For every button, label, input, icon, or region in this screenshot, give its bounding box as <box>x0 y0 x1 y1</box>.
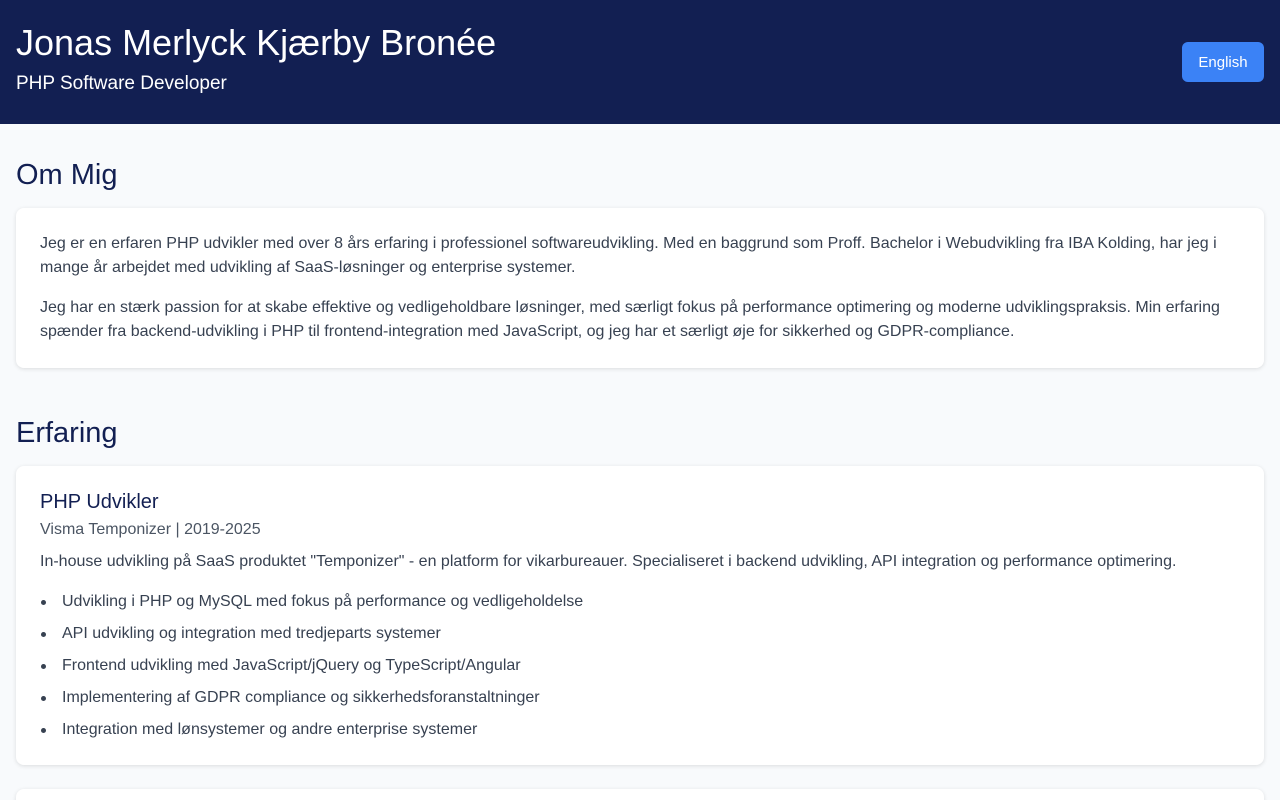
experience-section-title: Erfaring <box>16 417 118 449</box>
language-toggle-button[interactable]: English <box>1182 42 1264 82</box>
list-item: API udvikling og integration med tredjeparts systemer <box>40 623 1240 645</box>
about-section-title: Om Mig <box>16 159 118 191</box>
site-header <box>0 0 1280 124</box>
job-description: In-house udvikling på SaaS produktet "Temponizer" - en platform for vikarbureauer. Specialiseret i backend udvikling, API integration og performance optimering. <box>40 553 1177 570</box>
job-card <box>16 466 1264 765</box>
job-company-period: Visma Temponizer | 2019-2025 <box>40 521 261 538</box>
about-card <box>16 208 1264 368</box>
job-title: PHP Udvikler <box>40 491 159 513</box>
next-job-card <box>16 789 1264 800</box>
about-paragraph: Jeg er en erfaren PHP udvikler med over 8 års erfaring i professionel softwareudvikling. Med en baggrund som Proff. Bachelor i Webudvikling fra IBA Kolding, har jeg i mange år arbejdet med udvikling af SaaS-løsninger og enterprise systemer. <box>40 235 1217 276</box>
list-item: Integration med lønsystemer og andre enterprise systemer <box>40 719 1240 741</box>
main-content <box>0 157 1280 800</box>
about-paragraph: Jeg har en stærk passion for at skabe effektive og vedligeholdbare løsninger, med særligt fokus på performance optimering og moderne udviklingspraksis. Min erfaring spænder fra backend-udvikling i PHP til frontend-integration med JavaScript, og jeg har et særligt øje for sikkerhed og GDPR-compliance. <box>40 299 1220 340</box>
list-item: Udvikling i PHP og MySQL med fokus på performance og vedligeholdelse <box>40 591 1240 613</box>
header-text <box>16 22 497 96</box>
person-name: Jonas Merlyck Kjærby Bronée <box>16 22 497 63</box>
job-tagline: PHP Software Developer <box>16 73 227 94</box>
job-responsibilities-list <box>40 591 1240 741</box>
list-item: Frontend udvikling med JavaScript/jQuery og TypeScript/Angular <box>40 655 1240 677</box>
list-item: Implementering af GDPR compliance og sikkerhedsforanstaltninger <box>40 687 1240 709</box>
